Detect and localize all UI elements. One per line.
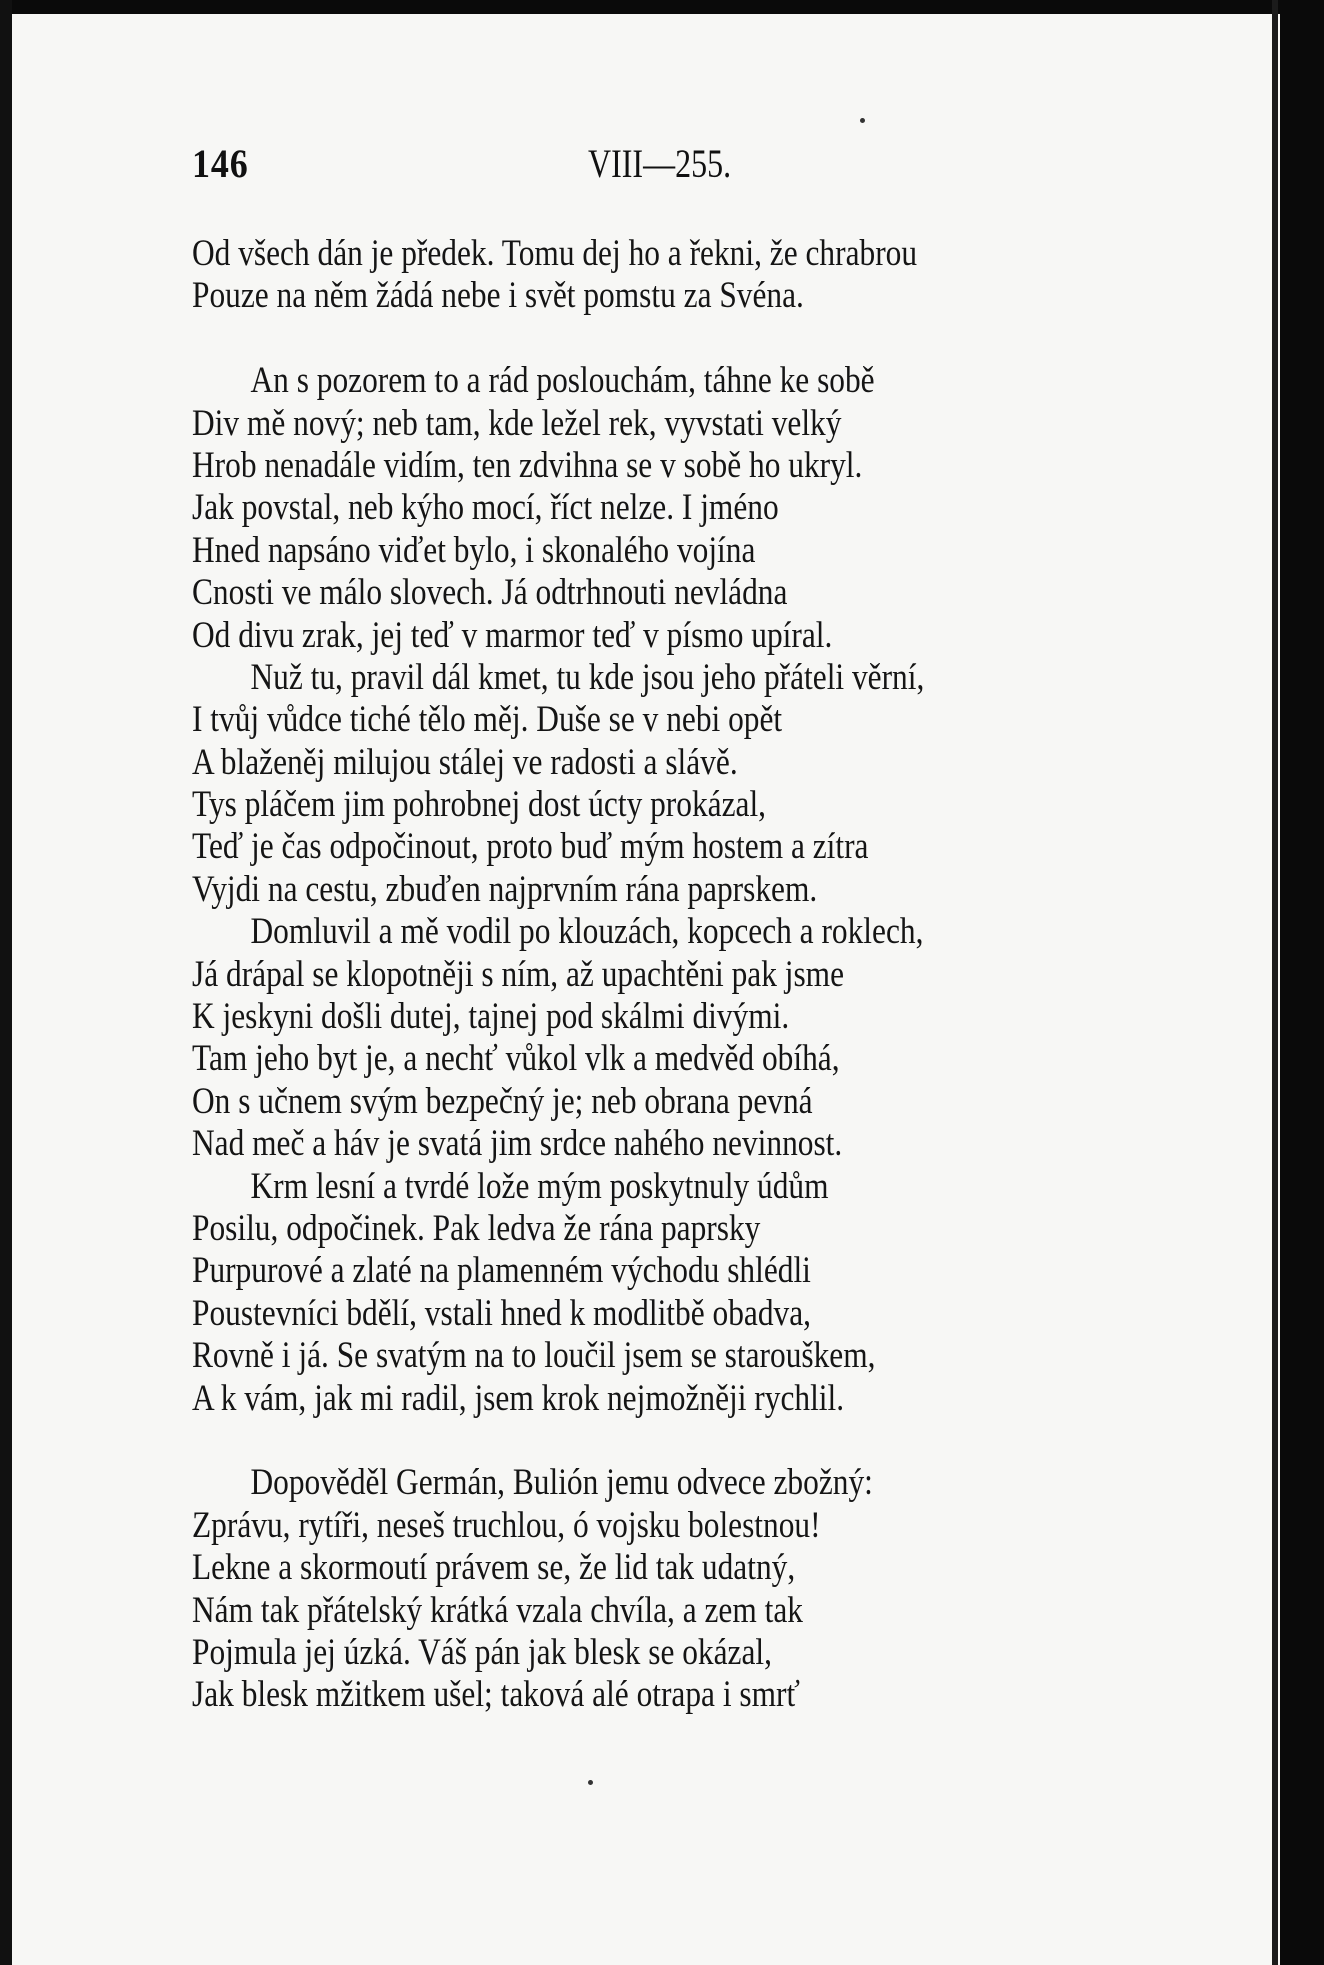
text-line: Poustevníci bdělí, vstali hned k modlitbě obadva,: [192, 1291, 811, 1333]
text-line: Pojmula jej úzká. Váš pán jak blesk se okázal,: [192, 1630, 772, 1672]
text-line: Zprávu, rytíři, neseš truchlou, ó vojsku bolestnou!: [192, 1503, 821, 1545]
text-line: Já drápal se klopotněji s ním, až upachtěni pak jsme: [192, 952, 845, 994]
text-line: Nad meč a háv je svatá jim srdce nahého nevinnost.: [192, 1122, 843, 1164]
page-number: 146: [192, 141, 249, 186]
poem-text: [192, 232, 1192, 1716]
stanza-gap: [192, 317, 1192, 359]
text-line: Cnosti ve málo slovech. Já odtrhnouti nevládna: [192, 571, 788, 613]
text-line: Lekne a skormoutí právem se, že lid tak udatný,: [192, 1546, 796, 1588]
ink-speck: [860, 118, 865, 123]
text-line: A blaženěj milujou stálej ve radosti a slávě.: [192, 740, 738, 782]
text-line: Pouze na něm žádá nebe i svět pomstu za Svéna.: [192, 274, 804, 316]
text-line: Div mě nový; neb tam, kde ležel rek, vyvstati velký: [192, 401, 842, 443]
text-line: Purpurové a zlaté na plamenném východu shlédli: [192, 1249, 811, 1291]
scan-edge-right: [1280, 0, 1324, 1965]
scan-edge-right-inner: [1272, 0, 1278, 1965]
text-line: Jak blesk mžitkem ušel; taková alé otrapa i smrť: [192, 1673, 800, 1715]
text-line: Nám tak přátelský krátká vzala chvíla, a zem tak: [192, 1588, 803, 1630]
text-line: Tys pláčem jim pohrobnej dost úcty prokázal,: [192, 783, 767, 825]
text-line: On s učnem svým bezpečný je; neb obrana pevná: [192, 1079, 813, 1121]
text-line: Rovně i já. Se svatým na to loučil jsem se starouškem,: [192, 1334, 876, 1376]
text-line: Hned napsáno viďet bylo, i skonalého vojína: [192, 528, 756, 570]
text-line: Domluvil a mě vodil po klouzách, kopcech a roklech,: [250, 910, 924, 952]
stanza-gap: [192, 1419, 1192, 1461]
scan-edge-top: [0, 0, 1324, 14]
running-header: [192, 140, 892, 196]
text-line: A k vám, jak mi radil, jsem krok nejmožněji rychlil.: [192, 1376, 845, 1418]
text-line: Posilu, odpočinek. Pak ledva že rána paprsky: [192, 1206, 761, 1248]
text-line: Od všech dán je předek. Tomu dej ho a řekni, že chrabrou: [192, 232, 918, 273]
scan-edge-left: [0, 0, 12, 1965]
text-line: I tvůj vůdce tiché tělo měj. Duše se v nebi opět: [192, 698, 783, 740]
section-signature: VIII—255.: [588, 141, 732, 186]
text-line: Tam jeho byt je, a nechť vůkol vlk a medvěd obíhá,: [192, 1037, 840, 1079]
text-line: Dopověděl Germán, Bulión jemu odvece zbožný:: [250, 1461, 873, 1503]
text-line: Od divu zrak, jej teď v marmor teď v písmo upíral.: [192, 613, 833, 655]
text-line: Teď je čas odpočinout, proto buď mým hostem a zítra: [192, 825, 869, 867]
ink-speck: [588, 1780, 593, 1785]
text-line: Jak povstal, neb kýho mocí, říct nelze. I jméno: [192, 486, 779, 528]
text-line: K jeskyni došli dutej, tajnej pod skálmi divými.: [192, 995, 790, 1037]
text-line: Hrob nenadále vidím, ten zdvihna se v sobě ho ukryl.: [192, 443, 863, 485]
text-line: Krm lesní a tvrdé lože mým poskytnuly údům: [250, 1164, 829, 1206]
text-line: Vyjdi na cestu, zbuďen najprvním rána paprskem.: [192, 867, 818, 909]
text-line: Nuž tu, pravil dál kmet, tu kde jsou jeho přáteli věrní,: [250, 655, 925, 697]
text-line: An s pozorem to a rád poslouchám, táhne ke sobě: [250, 359, 875, 401]
